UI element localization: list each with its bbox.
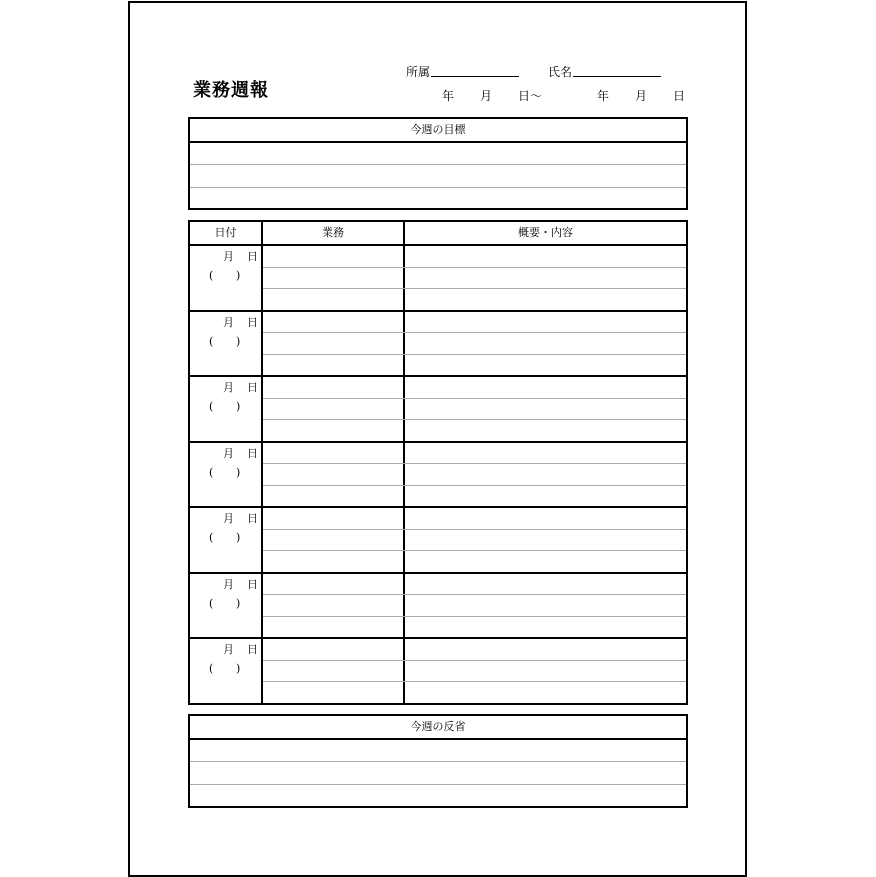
day-block-divider xyxy=(190,637,686,639)
day-month-label: 月 xyxy=(223,643,234,656)
entry-line[interactable] xyxy=(263,681,686,682)
weekday-close-paren: ) xyxy=(236,465,241,479)
day-day-label: 日 xyxy=(247,315,258,329)
from-year-label: 年 xyxy=(442,89,455,103)
weekday-open-paren: ( xyxy=(209,334,214,348)
affiliation-field[interactable] xyxy=(431,76,519,77)
from-day-label: 日〜 xyxy=(518,89,543,103)
weekday-open-paren: ( xyxy=(209,662,214,675)
to-year-label: 年 xyxy=(597,89,610,103)
weekday-open-paren: ( xyxy=(209,400,214,413)
weekday-open-paren: ( xyxy=(209,269,214,282)
col-header-date: 日付 xyxy=(214,226,237,239)
day-block-divider xyxy=(190,375,686,377)
table-header-divider xyxy=(190,244,686,246)
weekday-close-paren: ) xyxy=(236,596,241,610)
entry-line[interactable] xyxy=(263,550,686,551)
day-day-label: 日 xyxy=(247,643,258,656)
page-title: 業務週報 xyxy=(193,80,269,101)
from-month-label: 月 xyxy=(480,89,493,103)
weekday-open-paren: ( xyxy=(209,531,214,544)
col-header-task: 業務 xyxy=(322,226,344,239)
day-block-divider xyxy=(190,441,686,443)
entry-line[interactable] xyxy=(263,332,686,333)
col-header-summary: 概要・内容 xyxy=(518,226,573,239)
day-month-label: 月 xyxy=(223,381,234,394)
weekday-close-paren: ) xyxy=(236,269,241,282)
reflection-heading: 今週の反省 xyxy=(190,716,686,740)
entry-line[interactable] xyxy=(263,354,686,355)
name-field[interactable] xyxy=(573,76,661,77)
entry-line[interactable] xyxy=(263,267,686,268)
weekly-table xyxy=(188,220,688,705)
entry-line[interactable] xyxy=(263,463,686,464)
goals-section xyxy=(188,117,688,210)
weekday-open-paren: ( xyxy=(209,596,214,610)
goals-line-1[interactable] xyxy=(190,164,686,165)
goals-line-2[interactable] xyxy=(190,187,686,188)
day-day-label: 日 xyxy=(247,381,258,394)
day-block-divider xyxy=(190,572,686,574)
weekday-close-paren: ) xyxy=(236,662,241,675)
goals-heading: 今週の目標 xyxy=(190,119,686,143)
weekday-close-paren: ) xyxy=(236,400,241,413)
entry-line[interactable] xyxy=(263,594,686,595)
day-day-label: 日 xyxy=(247,250,258,263)
day-month-label: 月 xyxy=(223,446,234,460)
weekday-close-paren: ) xyxy=(236,531,241,544)
to-month-label: 月 xyxy=(635,89,648,103)
day-day-label: 日 xyxy=(247,577,258,591)
weekday-close-paren: ) xyxy=(236,334,241,348)
day-day-label: 日 xyxy=(247,512,258,525)
day-block-divider xyxy=(190,310,686,312)
day-month-label: 月 xyxy=(223,250,234,263)
weekday-open-paren: ( xyxy=(209,465,214,479)
entry-line[interactable] xyxy=(263,398,686,399)
day-month-label: 月 xyxy=(223,512,234,525)
name-label: 氏名 xyxy=(548,65,573,79)
to-day-label: 日 xyxy=(673,89,686,103)
entry-line[interactable] xyxy=(263,485,686,486)
affiliation-label: 所属 xyxy=(406,65,431,79)
day-day-label: 日 xyxy=(247,446,258,460)
reflection-line-1[interactable] xyxy=(190,761,686,762)
entry-line[interactable] xyxy=(263,616,686,617)
reflection-line-2[interactable] xyxy=(190,784,686,785)
entry-line[interactable] xyxy=(263,529,686,530)
entry-line[interactable] xyxy=(263,288,686,289)
entry-line[interactable] xyxy=(263,660,686,661)
entry-line[interactable] xyxy=(263,419,686,420)
reflection-section xyxy=(188,714,688,808)
day-month-label: 月 xyxy=(223,315,234,329)
day-block-divider xyxy=(190,506,686,508)
day-month-label: 月 xyxy=(223,577,234,591)
